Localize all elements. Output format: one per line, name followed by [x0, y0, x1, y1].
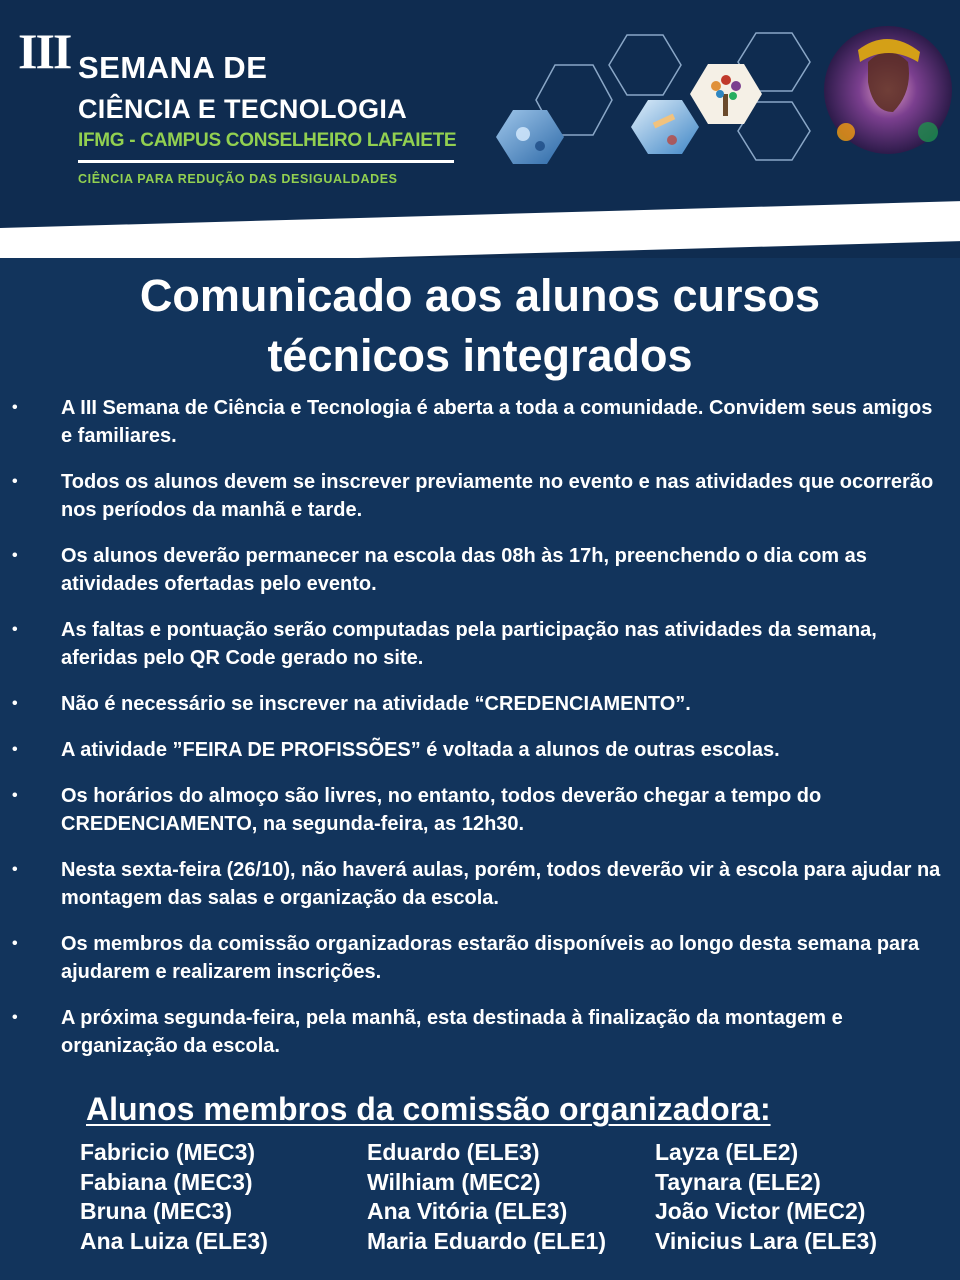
bullet-point: •	[12, 399, 18, 416]
tree-leaf	[716, 90, 724, 98]
microscope-image-detail	[667, 135, 677, 145]
page-title-line1: Comunicado aos alunos cursos	[139, 270, 821, 321]
committee-title: Alunos membros da comissão organizadora:	[86, 1091, 771, 1127]
tree-leaf	[731, 81, 741, 91]
committee-column-2	[367, 1138, 606, 1256]
announcement-item	[0, 782, 960, 838]
bullet-point: •	[12, 547, 18, 564]
committee-member: Maria Eduardo (ELE1)	[367, 1227, 606, 1254]
committee-member: Ana Vitória (ELE3)	[367, 1198, 568, 1224]
announcement-item	[0, 542, 960, 598]
announcement-item	[0, 930, 960, 986]
bullet-point: •	[12, 1009, 18, 1026]
woman-portrait-detail	[918, 122, 938, 142]
committee-member: Vinicius Lara (ELE3)	[655, 1227, 877, 1254]
announcement-item	[0, 616, 960, 672]
committee-member: Layza (ELE2)	[655, 1139, 799, 1165]
announcement-item	[0, 736, 960, 764]
tree-leaf	[711, 81, 721, 91]
announcement-text: Os membros da comissão organizadoras estarão disponíveis ao longo desta semana para ajudarem e realizarem inscrições.	[61, 933, 920, 983]
lab-image-detail	[516, 127, 530, 141]
bullet-point: •	[12, 935, 18, 952]
announcement-item	[0, 856, 960, 912]
committee-member: Fabricio (MEC3)	[80, 1139, 256, 1165]
bullet-point: •	[12, 741, 18, 758]
committee-member: Bruna (MEC3)	[80, 1198, 233, 1224]
committee-member: Fabiana (MEC3)	[80, 1168, 253, 1195]
page-title	[0, 266, 960, 386]
lab-image-hexagon	[496, 110, 564, 164]
header-banner	[0, 0, 960, 258]
announcement-text: A atividade ”FEIRA DE PROFISSÕES” é voltada a alunos de outras escolas.	[61, 739, 780, 761]
announcement-text: Todos os alunos devem se inscrever previamente no evento e nas atividades que ocorrerão nos períodos da manhã e tarde.	[61, 471, 934, 521]
tree-leaf	[729, 92, 737, 100]
page-title-line2: técnicos integrados	[267, 330, 693, 381]
committee-member: Taynara (ELE2)	[655, 1168, 821, 1195]
tree-trunk	[723, 94, 728, 116]
announcement-text: Os horários do almoço são livres, no entanto, todos deverão chegar a tempo do CREDENCIAMENTO, na segunda-feira, as 12h30.	[61, 785, 822, 835]
bullet-point: •	[12, 787, 18, 804]
microscope-image-hexagon	[631, 100, 699, 154]
announcement-item	[0, 690, 960, 718]
announcement-item	[0, 394, 960, 450]
announcement-text: A próxima segunda-feira, pela manhã, esta destinada à finalização da montagem e organização da escola.	[61, 1007, 843, 1057]
committee-column-3	[655, 1138, 877, 1256]
header-white-stripe	[0, 201, 960, 258]
committee-member: Wilhiam (MEC2)	[367, 1168, 541, 1195]
hexagon-images-graphic	[488, 22, 958, 202]
event-title-line2: CIÊNCIA E TECNOLOGIA	[78, 94, 408, 124]
announcement-item	[0, 1004, 960, 1060]
committee-member: Eduardo (ELE3)	[367, 1139, 540, 1165]
header-divider	[78, 160, 454, 163]
bullet-point: •	[12, 473, 18, 490]
bullet-point: •	[12, 621, 18, 638]
announcement-list	[0, 394, 960, 1078]
announcement-text: A III Semana de Ciência e Tecnologia é aberta a toda a comunidade. Convidem seus amigos e familiares.	[61, 397, 933, 447]
announcement-item	[0, 468, 960, 524]
event-title-line1: SEMANA DE	[78, 50, 268, 85]
lab-image-detail	[535, 141, 545, 151]
announcement-text: Nesta sexta-feira (26/10), não haverá aulas, porém, todos deverão vir à escola para ajudar na montagem das salas e organização da escola.	[61, 859, 941, 909]
bullet-point: •	[12, 861, 18, 878]
committee-member: João Victor (MEC2)	[655, 1198, 866, 1224]
announcement-text: Não é necessário se inscrever na atividade “CREDENCIAMENTO”.	[61, 693, 691, 715]
announcement-text: Os alunos deverão permanecer na escola das 08h às 17h, preenchendo o dia com as atividades ofertadas pelo evento.	[61, 545, 867, 595]
event-tagline: CIÊNCIA PARA REDUÇÃO DAS DESIGUALDADES	[78, 172, 398, 186]
bullet-point: •	[12, 695, 18, 712]
committee-column-1	[80, 1138, 268, 1256]
committee-member: Ana Luiza (ELE3)	[80, 1227, 268, 1254]
campus-name: IFMG - CAMPUS CONSELHEIRO LAFAIETE	[78, 130, 457, 151]
announcement-text: As faltas e pontuação serão computadas pela participação nas atividades da semana, aferidas pelo QR Code gerado no site.	[61, 619, 877, 669]
edition-numeral: III	[18, 23, 71, 79]
woman-portrait-detail	[837, 123, 855, 141]
tree-leaf	[721, 75, 731, 85]
hexagon-outline	[609, 35, 681, 95]
